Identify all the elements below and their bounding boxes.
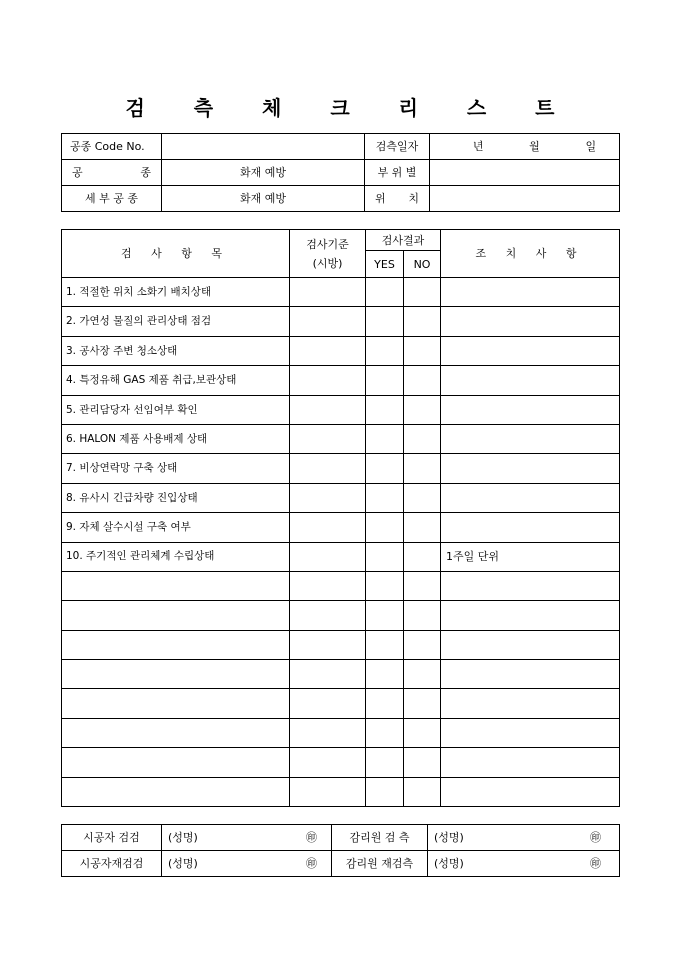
no-cell[interactable] [404,630,441,659]
yes-cell[interactable] [366,513,404,542]
header-standard-line1: 검사기준 [306,237,349,251]
action-cell[interactable] [441,660,620,689]
header-standard-line2: (시방) [312,256,343,270]
code-label: 공종 Code No. [62,134,162,160]
header-item: 검 사 항 목 [62,230,290,278]
location-label: 부 위 별 [365,160,430,186]
standard-cell[interactable] [290,718,366,747]
yes-cell[interactable] [366,718,404,747]
code-value[interactable] [162,134,365,160]
standard-cell[interactable] [290,777,366,806]
action-cell[interactable] [441,366,620,395]
standard-cell[interactable] [290,571,366,600]
header-no: NO [404,251,441,278]
action-cell[interactable] [441,777,620,806]
yes-cell[interactable] [366,278,404,307]
standard-cell[interactable] [290,601,366,630]
table-row [62,424,620,453]
item-cell[interactable]: 9. 자체 살수시설 구축 여부 [62,513,290,542]
table-row [62,395,620,424]
no-cell[interactable] [404,571,441,600]
date-value[interactable] [430,134,620,160]
action-cell[interactable] [441,601,620,630]
table-row [62,307,620,336]
supervisor-reinspect-label: 감리원 재검측 [332,851,428,877]
seal-mark: ㊞ [590,831,601,844]
checklist-table [61,229,620,807]
yes-cell[interactable] [366,630,404,659]
no-cell[interactable] [404,748,441,777]
supervisor-inspect-name[interactable]: (성명) ㊞ [428,825,620,851]
info-table [61,133,620,212]
table-row [62,660,620,689]
yes-cell[interactable] [366,366,404,395]
item-cell[interactable] [62,777,290,806]
action-cell[interactable] [441,571,620,600]
standard-cell[interactable] [290,424,366,453]
no-cell[interactable] [404,336,441,365]
action-cell[interactable] [441,483,620,512]
standard-cell[interactable] [290,660,366,689]
table-row [62,748,620,777]
seal-mark: ㊞ [306,831,317,844]
page-title: 검 측 체 크 리 스 트 [125,96,576,120]
table-row [62,601,620,630]
no-cell[interactable] [404,689,441,718]
table-row [62,513,620,542]
item-cell[interactable]: 7. 비상연락망 구축 상태 [62,454,290,483]
table-row [62,777,620,806]
yes-cell[interactable] [366,454,404,483]
yes-cell[interactable] [366,601,404,630]
no-cell[interactable] [404,777,441,806]
yes-cell[interactable] [366,395,404,424]
table-row [62,336,620,365]
action-cell[interactable] [441,630,620,659]
contractor-inspect-label: 시공자 검검 [62,825,162,851]
action-cell[interactable] [441,278,620,307]
no-cell[interactable] [404,513,441,542]
day-label: 일 [585,140,597,153]
no-cell[interactable] [404,395,441,424]
item-cell[interactable]: 10. 주기적인 관리체계 수립상태 [62,542,290,571]
yes-cell[interactable] [366,571,404,600]
table-row [62,366,620,395]
signature-table [61,824,620,877]
item-cell[interactable]: 1. 적절한 위치 소화기 배치상태 [62,278,290,307]
no-cell[interactable] [404,278,441,307]
header-standard [290,230,366,278]
standard-cell[interactable] [290,513,366,542]
item-cell[interactable]: 3. 공사장 주변 청소상태 [62,336,290,365]
yes-cell[interactable] [366,660,404,689]
no-cell[interactable] [404,454,441,483]
header-yes: YES [366,251,404,278]
action-cell[interactable] [441,748,620,777]
yes-cell[interactable] [366,777,404,806]
no-cell[interactable] [404,483,441,512]
item-cell[interactable] [62,689,290,718]
standard-cell[interactable] [290,483,366,512]
detail-label: 세 부 공 종 [62,186,162,212]
no-cell[interactable] [404,718,441,747]
date-label: 검측일자 [365,134,430,160]
table-row [62,278,620,307]
no-cell[interactable] [404,366,441,395]
action-cell[interactable] [441,307,620,336]
action-cell[interactable]: 1주일 단위 [441,542,620,571]
supervisor-reinspect-name[interactable]: (성명) ㊞ [428,851,620,877]
standard-cell[interactable] [290,366,366,395]
standard-cell[interactable] [290,454,366,483]
standard-cell[interactable] [290,395,366,424]
standard-cell[interactable] [290,307,366,336]
no-cell[interactable] [404,424,441,453]
item-cell[interactable]: 8. 유사시 긴급차량 진입상태 [62,483,290,512]
yes-cell[interactable] [366,336,404,365]
table-row [62,571,620,600]
yes-cell[interactable] [366,542,404,571]
table-row [62,542,620,571]
standard-cell[interactable] [290,278,366,307]
month-label: 월 [529,140,540,153]
yes-cell[interactable] [366,689,404,718]
header-action: 조 치 사 항 [441,230,620,278]
action-cell[interactable] [441,424,620,453]
yes-cell[interactable] [366,424,404,453]
position-value[interactable] [430,186,620,212]
contractor-reinspect-label: 시공자재검검 [62,851,162,877]
standard-cell[interactable] [290,336,366,365]
action-cell[interactable] [441,689,620,718]
supervisor-inspect-label: 감리원 검 측 [332,825,428,851]
no-cell[interactable] [404,660,441,689]
yes-cell[interactable] [366,483,404,512]
location-value[interactable] [430,160,620,186]
standard-cell[interactable] [290,542,366,571]
item-cell[interactable] [62,571,290,600]
yes-cell[interactable] [366,748,404,777]
contractor-reinspect-name[interactable]: (성명) ㊞ [162,851,332,877]
gongjong-value[interactable]: 화재 예방 [162,160,365,186]
item-cell[interactable] [62,660,290,689]
item-cell[interactable] [62,718,290,747]
item-cell[interactable]: 6. HALON 제품 사용배제 상태 [62,424,290,453]
action-cell[interactable] [441,454,620,483]
standard-cell[interactable] [290,630,366,659]
seal-mark: ㊞ [590,857,601,870]
item-cell[interactable]: 2. 가연성 물질의 관리상태 점검 [62,307,290,336]
detail-value[interactable]: 화재 예방 [162,186,365,212]
contractor-inspect-name[interactable]: (성명) ㊞ [162,825,332,851]
item-cell[interactable] [62,748,290,777]
standard-cell[interactable] [290,748,366,777]
year-label: 년 [472,140,484,153]
item-cell[interactable]: 4. 특정유해 GAS 제품 취급,보관상태 [62,366,290,395]
item-cell[interactable] [62,601,290,630]
table-row [62,689,620,718]
position-label: 위 치 [365,186,430,212]
seal-mark: ㊞ [306,857,317,870]
no-cell[interactable] [404,307,441,336]
yes-cell[interactable] [366,307,404,336]
no-cell[interactable] [404,601,441,630]
item-cell[interactable] [62,630,290,659]
item-cell[interactable]: 5. 관리담당자 선임여부 확인 [62,395,290,424]
header-result: 검사결과 [366,230,441,251]
table-row [62,630,620,659]
table-row [62,718,620,747]
action-cell[interactable] [441,336,620,365]
action-cell[interactable] [441,718,620,747]
gongjong-label: 공 종 [62,160,162,186]
action-cell[interactable] [441,395,620,424]
no-cell[interactable] [404,542,441,571]
table-row [62,483,620,512]
standard-cell[interactable] [290,689,366,718]
action-cell[interactable] [441,513,620,542]
table-row [62,454,620,483]
